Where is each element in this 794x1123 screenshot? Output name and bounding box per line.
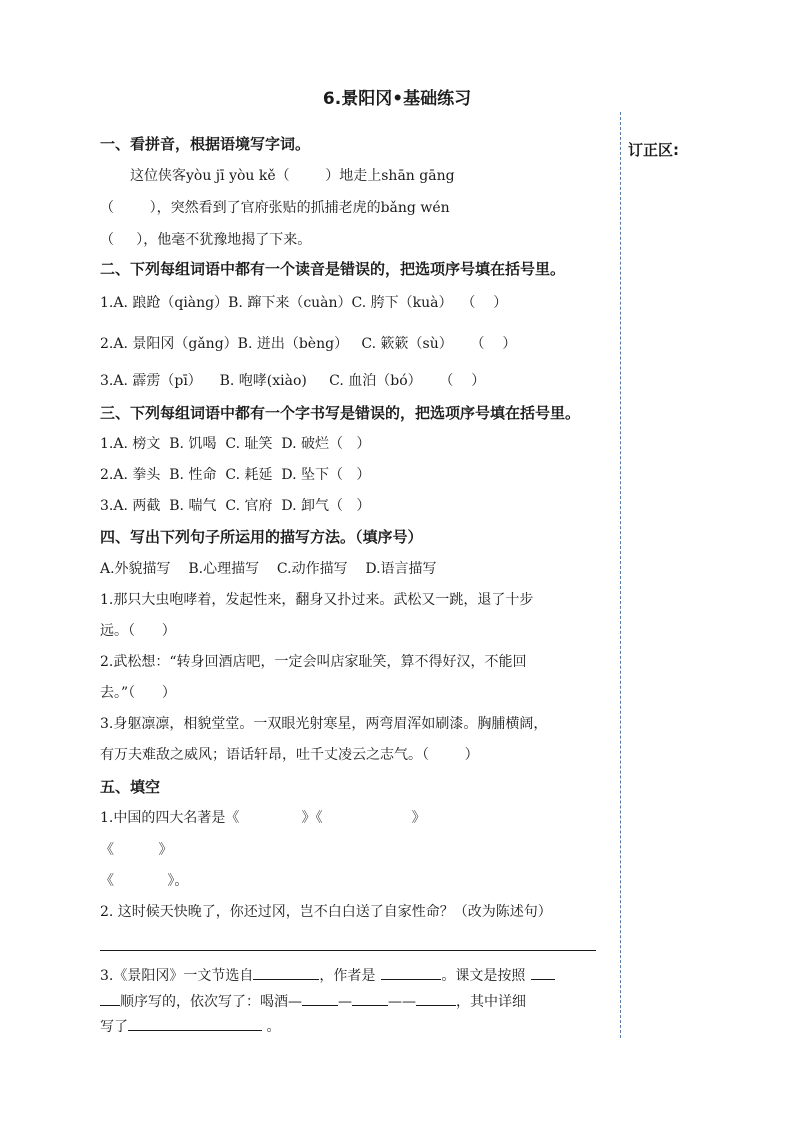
section5-question-1-line2: 《 》 [100,842,173,858]
section3-question-1: 1.A. 榜文 B. 饥喝 C. 耻笑 D. 破烂（ ） [100,436,371,452]
section5-question-3-line3 [100,1015,280,1037]
q3-text-d: 顺序写的，依次写了：喝酒— [120,994,302,1010]
blank-step-1[interactable] [302,990,338,1006]
section3-heading: 三、下列每组词语中都有一个字书写是错误的，把选项序号填在括号里。 [100,404,581,422]
section2-question-3: 3.A. 霹雳（pī） B. 咆哮(xiào) C. 血泊（bó） （ ） [100,373,486,389]
section4-question-2-line2: 去。”（ ） [100,685,176,701]
blank-order-a[interactable] [531,964,555,980]
section4-question-1-line1: 1.那只大虫咆哮着，发起性来，翻身又扑过来。武松又一跳，退了十步 [100,592,534,608]
q3-text-a: 3.《景阳冈》一文节选自 [100,968,254,984]
q3-text-c: 。课文是按照 [441,968,526,984]
section4-question-2-line1: 2.武松想：“转身回酒店吧，一定会叫店家耻笑，算不得好汉，不能回 [100,654,527,670]
blank-step-2[interactable] [352,990,388,1006]
section4-question-3-line2: 有万夫难敌之威风；语话轩昂，吐千丈凌云之志气。（ ） [100,747,479,763]
section3-question-3: 3.A. 两截 B. 喘气 C. 官府 D. 卸气（ ） [100,498,371,514]
section4-heading: 四、写出下列句子所运用的描写方法。（填序号） [100,528,423,546]
blank-source[interactable] [253,964,319,980]
blank-step-3[interactable] [416,990,456,1006]
q3-text-f: —— [388,994,416,1010]
q3-text-g: ，其中详细 [456,994,526,1010]
section5-question-2: 2. 这时候天快晚了，你还过冈，岂不白白送了自家性命？（改为陈述句） [100,904,552,920]
q3-text-h: 写了 [100,1019,128,1035]
page-title: 6.景阳冈•基础练习 [322,89,472,109]
correction-area-label: 订正区: [628,141,679,159]
section1-line1: 这位侠客yòu jī yòu kě（ ）地走上shān gāng [130,168,455,184]
section4-options: A.外貌描写 B.心理描写 C.动作描写 D.语言描写 [100,561,437,577]
q3-text-b: ，作者是 [319,968,376,984]
section1-line3: （ ），他毫不犹豫地揭了下来。 [100,232,312,248]
section5-question-3-line2 [100,990,526,1012]
blank-author[interactable] [381,964,441,980]
section4-question-3-line1: 3.身躯凛凛，相貌堂堂。一双眼光射寒星，两弯眉浑如刷漆。胸脯横阔， [100,716,548,732]
q3-text-i: 。 [266,1019,281,1035]
section5-question-1-line1: 1.中国的四大名著是《 》《 》 [100,810,426,826]
blank-detail[interactable] [128,1015,262,1031]
section1-heading: 一、看拼音，根据语境写字词。 [100,135,311,153]
section2-heading: 二、下列每组词语中都有一个读音是错误的，把选项序号填在括号里。 [100,260,566,278]
blank-order-b[interactable] [100,990,120,1006]
section5-heading: 五、填空 [100,778,161,796]
section2-question-2: 2.A. 景阳冈（gǎng）B. 迸出（bèng） C. 簌簌（sù） （ ） [100,336,517,352]
section1-line2: （ ），突然看到了官府张贴的抓捕老虎的bǎng wén [100,200,450,216]
answer-line[interactable] [100,950,596,951]
section5-question-3-line1 [100,964,555,986]
correction-divider [620,112,621,1038]
section3-question-2: 2.A. 拳头 B. 性命 C. 耗延 D. 坠下（ ） [100,467,371,483]
q3-text-e: — [338,994,352,1010]
section4-question-1-line2: 远。（ ） [100,623,176,639]
section5-question-1-line3: 《 》。 [100,873,189,889]
section2-question-1: 1.A. 踉跄（qiàng）B. 蹿下来（cuàn）C. 胯下（kuà） （ ） [100,295,508,311]
